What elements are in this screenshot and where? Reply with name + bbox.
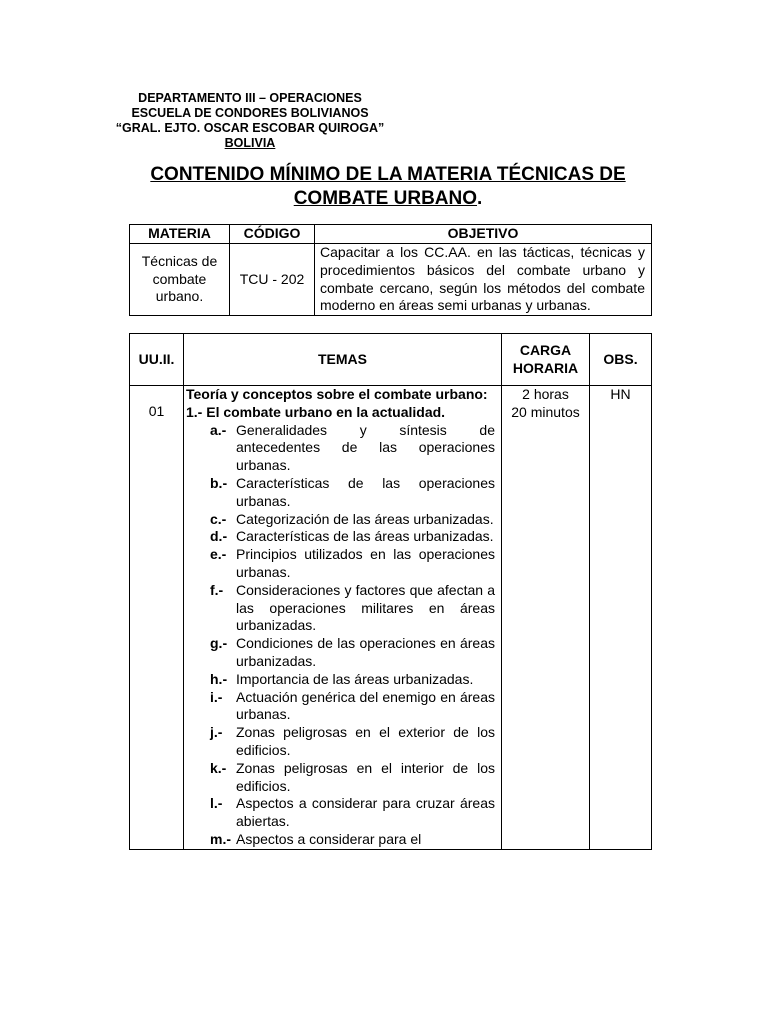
header-obs: OBS. [590, 334, 652, 386]
topic-item-letter: d.- [210, 528, 228, 545]
content-table-header-row [130, 334, 652, 386]
header-topics: TEMAS [184, 334, 502, 386]
subtopic-title: 1.- El combate urbano en la actualidad. [186, 403, 446, 420]
topic-item [184, 582, 501, 635]
document-header [105, 91, 395, 151]
subject-table-header-row [130, 225, 652, 244]
cell-unit: 01 [130, 386, 184, 850]
cell-materia: Técnicas de combate urbano. [130, 244, 230, 316]
topic-item [184, 511, 501, 529]
topic-item-text: Generalidades y síntesis de antecedentes de las operaciones urbanas. [236, 421, 495, 474]
topic-item-text: Aspectos a considerar para el [236, 830, 422, 847]
topic-item-letter: k.- [210, 759, 227, 776]
topic-item [184, 528, 501, 546]
header-hours-line2: HORARIA [512, 359, 579, 376]
content-table [129, 333, 652, 850]
header-objetivo: OBJETIVO [315, 225, 652, 244]
topic-item-letter: b.- [210, 474, 228, 491]
subject-table [129, 224, 652, 316]
topic-item-text: Zonas peligrosas en el exterior de los edificios. [236, 724, 495, 758]
header-country: BOLIVIA [224, 136, 276, 150]
header-school-name: “GRAL. EJTO. OSCAR ESCOBAR QUIROGA” [115, 121, 385, 135]
topic-item [184, 795, 501, 831]
topic-item [184, 689, 501, 725]
topic-item-text: Principios utilizados en las operaciones urbanas. [236, 546, 495, 580]
topic-item-text: Consideraciones y factores que afectan a las operaciones militares en áreas urbanizadas. [236, 581, 495, 634]
header-school: ESCUELA DE CONDORES BOLIVIANOS [131, 106, 369, 120]
topic-item [184, 546, 501, 582]
cell-codigo: TCU - 202 [230, 244, 315, 316]
topic-item [184, 635, 501, 671]
topic-item-text: Actuación genérica del enemigo en áreas urbanas. [236, 688, 495, 723]
topic-item [184, 760, 501, 796]
header-department: DEPARTAMENTO III – OPERACIONES [138, 91, 362, 105]
topic-item-letter: h.- [210, 670, 228, 687]
hours-line1: 2 horas [522, 386, 569, 402]
topic-items-list [184, 422, 501, 849]
title-line1: CONTENIDO MÍNIMO DE LA MATERIA TÉCNICAS DE [150, 164, 626, 185]
header-codigo: CÓDIGO [230, 225, 315, 244]
topic-item [184, 422, 501, 475]
topic-item-letter: a.- [210, 421, 227, 438]
subject-table-row [130, 244, 652, 316]
topic-title: Teoría y conceptos sobre el combate urbano: [186, 386, 488, 402]
topic-item-letter: c.- [210, 510, 227, 527]
topic-item-letter: f.- [210, 581, 224, 598]
topic-item-letter: j.- [210, 724, 223, 741]
header-hours [502, 334, 590, 386]
topic-item-letter: i.- [210, 688, 223, 705]
topic-item [184, 671, 501, 689]
topic-item-text: Aspectos a considerar para cruzar áreas abiertas. [236, 795, 495, 830]
title-line2: COMBATE URBANO [293, 188, 478, 209]
topic-item-letter: l.- [210, 795, 223, 812]
topic-item [184, 475, 501, 511]
cell-obs: HN [590, 386, 652, 850]
topic-item-letter: g.- [210, 635, 228, 652]
content-table-row [130, 386, 652, 850]
topic-item-text: Condiciones de las operaciones en áreas urbanizadas. [236, 635, 495, 669]
topic-item [184, 831, 501, 849]
cell-hours [502, 386, 590, 850]
page-title [118, 163, 658, 211]
topic-item-letter: m.- [210, 830, 231, 847]
header-hours-line1: CARGA [519, 341, 572, 358]
topic-item-text: Características de las operaciones urbanas. [236, 474, 495, 509]
topic-item-text: Categorización de las áreas urbanizadas. [236, 510, 494, 527]
topic-item-text: Características de las áreas urbanizadas. [236, 528, 494, 545]
header-materia: MATERIA [130, 225, 230, 244]
cell-objetivo: Capacitar a los CC.AA. en las tácticas, técnicas y procedimientos básicos del combate urbano y combate cercano, según los métodos del combate moderno en áreas semi urbanas y urbanas. [315, 244, 652, 316]
topic-item-letter: e.- [210, 546, 227, 563]
topic-item-text: Zonas peligrosas en el interior de los edificios. [236, 759, 495, 794]
cell-topics [184, 386, 502, 850]
topic-item [184, 724, 501, 760]
topic-item-text: Importancia de las áreas urbanizadas. [236, 670, 474, 687]
title-period: . [477, 188, 483, 209]
header-unit: UU.II. [130, 334, 184, 386]
hours-line2: 20 minutos [511, 403, 580, 420]
